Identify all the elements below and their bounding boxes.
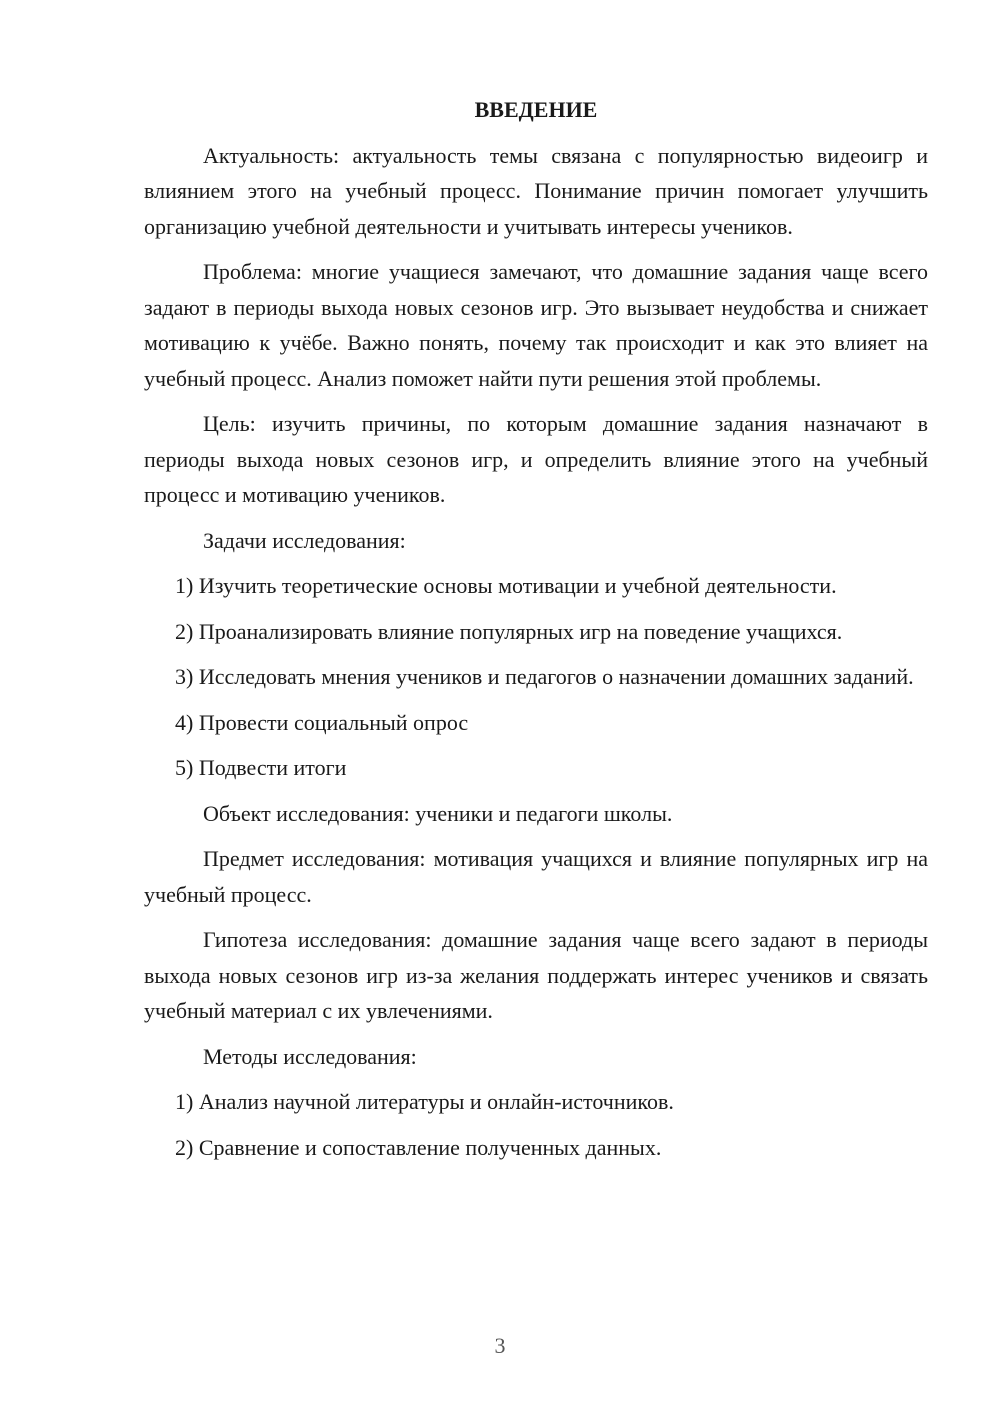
object-paragraph: Объект исследования: ученики и педагоги школы. — [203, 800, 673, 826]
goal-paragraph: Цель: изучить причины, по которым домашние задания назначают в периоды выхода новых сезонов игр, и определить влияние этого на учебный процесс и мотивацию учеников. — [144, 411, 928, 507]
task-item-4: 4) Провести социальный опрос — [175, 709, 469, 735]
method-item-2: 2) Сравнение и сопоставление полученных данных. — [175, 1134, 662, 1160]
problem-paragraph: Проблема: многие учащиеся замечают, что домашние задания чаще всего задают в периоды выхода новых сезонов игр. Это вызывает неудобства и снижает мотивацию к учёбе. Важно понять, почему так происходит и как это влияет на учебный процесс. Анализ поможет найти пути решения этой проблемы. — [144, 259, 928, 391]
tasks-heading: Задачи исследования: — [203, 527, 406, 553]
task-item-2: 2) Проанализировать влияние популярных игр на поведение учащихся. — [175, 618, 843, 644]
task-item-5: 5) Подвести итоги — [175, 755, 347, 780]
task-item-1: 1) Изучить теоретические основы мотивации и учебной деятельности. — [175, 573, 837, 598]
task-item-3: 3) Исследовать мнения учеников и педагогов о назначении домашних заданий. — [175, 664, 914, 689]
hypothesis-paragraph: Гипотеза исследования: домашние задания чаще всего задают в периоды выхода новых сезонов игр из-за желания поддержать интерес учеников и связать учебный материал с их увлечениями. — [144, 927, 928, 1023]
methods-heading: Методы исследования: — [203, 1043, 417, 1069]
relevance-paragraph: Актуальность: актуальность темы связана с популярностью видеоигр и влиянием этого на учебный процесс. Понимание причин помогает улучшить организацию учебной деятельности и учитывать интересы учеников. — [144, 142, 928, 239]
subject-paragraph: Предмет исследования: мотивация учащихся и влияние популярных игр на учебный процесс. — [144, 846, 928, 907]
page-number: 3 — [494, 1333, 506, 1358]
document-page — [144, 92, 928, 1175]
section-title: ВВЕДЕНИЕ — [474, 97, 598, 122]
method-item-1: 1) Анализ научной литературы и онлайн-источников. — [175, 1089, 674, 1114]
